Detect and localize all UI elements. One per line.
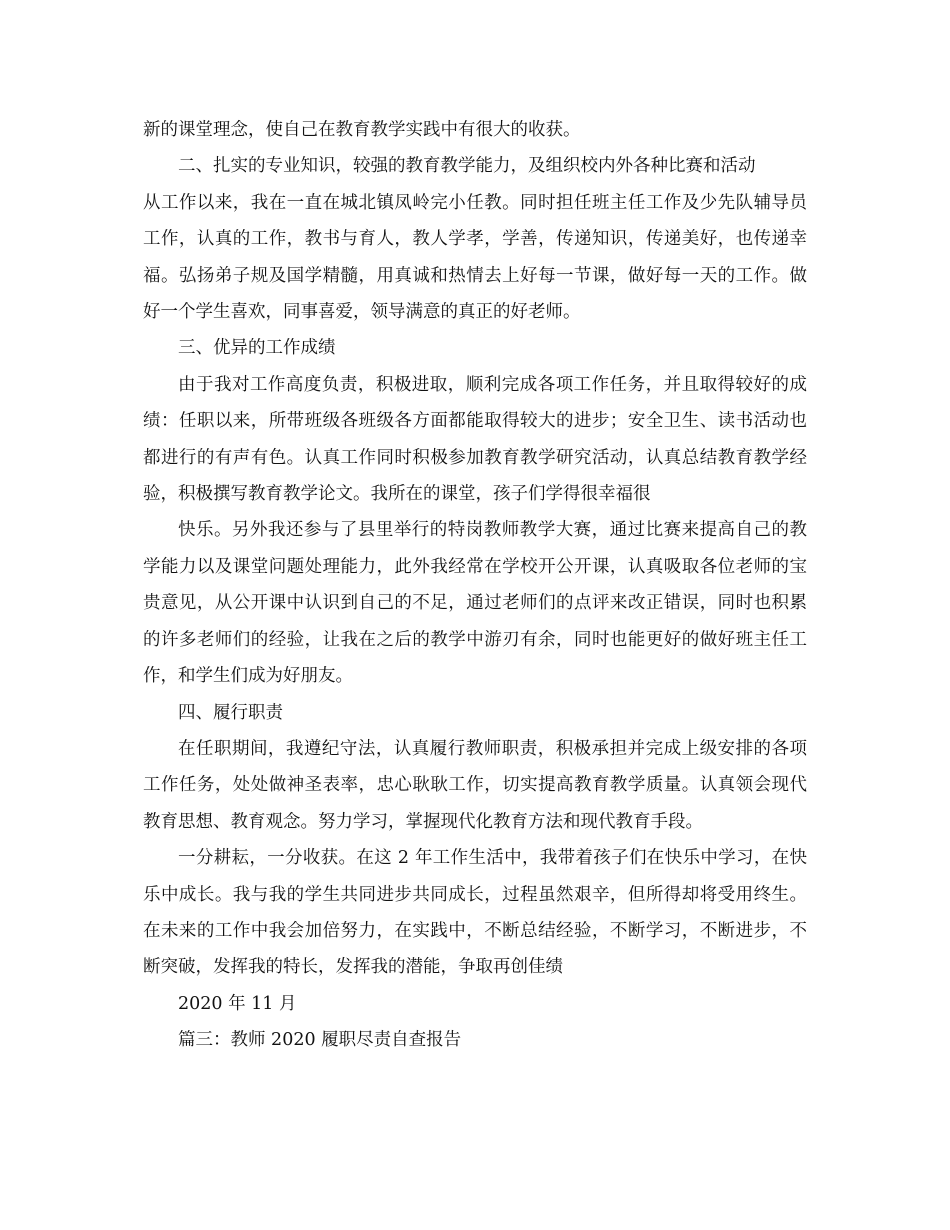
paragraph-duties: 在任职期间，我遵纪守法，认真履行教师职责，积极承担并完成上级安排的各项工作任务，处处做神圣表率，忠心耿耿工作，切实提高教育教学质量。认真领会现代教育思想、教育观念。努力学习，掌握现代化教育方法和现代教育手段。 [143,738,807,832]
next-article-heading: 篇三：教师 2020 履职尽责自查报告 [178,1030,462,1051]
paragraph-achievements: 由于我对工作高度负责，积极进取，顺利完成各项工作任务，并且取得较好的成绩：任职以来，所带班级各班级各方面都能取得较大的进步；安全卫生、读书活动也都进行的有声有色。认真工作同时积极参加教育教学研究活动，认真总结教育教学经验，积极撰写教育教学论文。我所在的课堂，孩子们学得很幸福很 [143,374,807,505]
section-heading-4: 四、履行职责 [178,702,283,723]
paragraph-intro-continuation: 新的课堂理念，使自己在教育教学实践中有很大的收获。 [143,120,581,140]
section-heading-3: 三、优异的工作成绩 [178,338,336,359]
paragraph-competition: 快乐。另外我还参与了县里举行的特岗教师教学大赛，通过比赛来提高自己的教学能力以及课堂问题处理能力，此外我经常在学校开公开课，认真吸取各位老师的宝贵意见，从公开课中认识到自己的不足，通过老师们的点评来改正错误，同时也积累的许多老师们的经验，让我在之后的教学中游刃有余，同时也能更好的做好班主任工作，和学生们成为好朋友。 [143,520,807,687]
document-date: 2020 年 11 月 [178,993,297,1014]
paragraph-work-experience: 从工作以来，我在一直在城北镇凤岭完小任教。同时担任班主任工作及少先队辅导员工作，认真的工作，教书与育人，教人学孝，学善，传递知识，传递美好，也传递幸福。弘扬弟子规及国学精髓，用真诚和热情去上好每一节课，做好每一天的工作。做好一个学生喜欢，同事喜爱，领导满意的真正的好老师。 [143,192,807,323]
section-heading-2: 二、扎实的专业知识，较强的教育教学能力，及组织校内外各种比赛和活动 [178,156,756,177]
paragraph-conclusion: 一分耕耘，一分收获。在这 2 年工作生活中，我带着孩子们在快乐中学习，在快乐中成长。我与我的学生共同进步共同成长，过程虽然艰辛，但所得却将受用终生。在未来的工作中我会加倍努力，在实践中，不断总结经验，不断学习，不断进步，不断突破，发挥我的特长，发挥我的潜能，争取再创佳绩 [143,848,807,978]
document-body [143,112,807,1059]
